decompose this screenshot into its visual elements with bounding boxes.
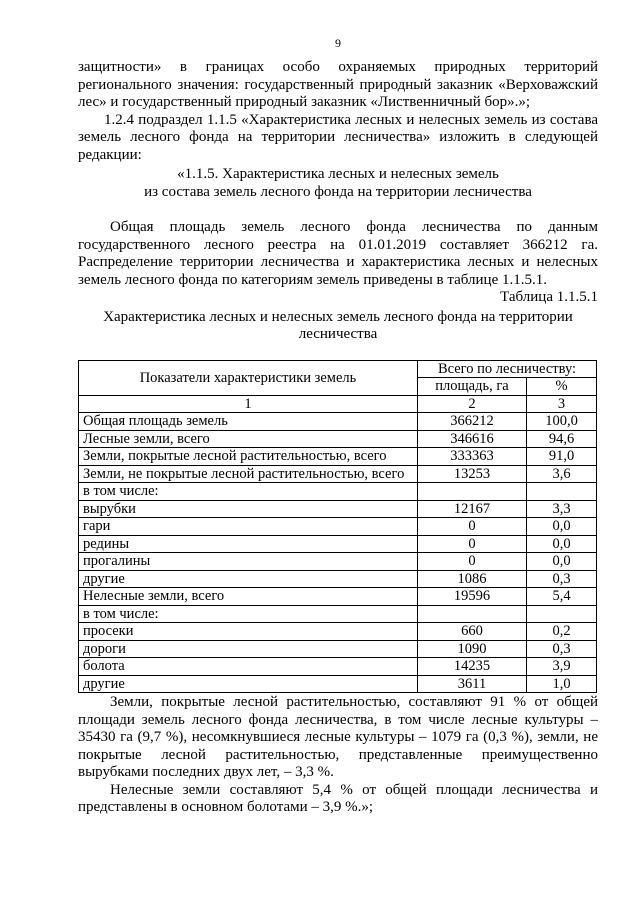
paragraph-subsection-change: 1.2.4 подраздел 1.1.5 «Характеристика лесных и нелесных земель из состава земель лесного фонда на территории лесничества» изложить в следующей редакции:: [78, 111, 598, 163]
table-row: [79, 535, 597, 553]
row-label: просеки: [79, 623, 418, 641]
header-area: площадь, га: [418, 378, 527, 396]
header-indicator: Показатели характеристики земель: [79, 360, 418, 395]
document-page: [78, 36, 598, 817]
land-characteristics-table: [78, 360, 597, 694]
row-area: 660: [418, 623, 527, 641]
table-body: [79, 413, 597, 693]
row-area: 12167: [418, 500, 527, 518]
paragraph-nonforest: Нелесные земли составляют 5,4 % от общей площади лесничества и представлены в основном болотами – 3,9 %.»;: [78, 781, 598, 815]
row-percent: 91,0: [527, 448, 597, 466]
row-label: болота: [79, 658, 418, 676]
paragraph-forest-covered: Земли, покрытые лесной растительностью, составляют 91 % от общей площади земель лесного фонда лесничества, в том числе лесные культуры – 35430 га (9,7 %), несомкнувшиеся лесные культуры – 1079 га (0,3 %), земли, не покрытые лесной растительностью, представленные преимущественно вырубками последних двух лет, – 3,3 %.: [78, 694, 598, 780]
row-percent: 3,6: [527, 465, 597, 483]
table-row: [79, 640, 597, 658]
row-area: [418, 483, 527, 501]
header-total: Всего по лесничеству:: [418, 360, 597, 378]
table-row: [79, 605, 597, 623]
row-percent: [527, 605, 597, 623]
row-label: гари: [79, 518, 418, 536]
row-label: редины: [79, 535, 418, 553]
spacer: [78, 201, 598, 219]
row-area: 19596: [418, 588, 527, 606]
page-number: 9: [335, 36, 341, 50]
row-percent: 0,0: [527, 553, 597, 571]
row-label: Лесные земли, всего: [79, 430, 418, 448]
row-area: 1086: [418, 570, 527, 588]
table-row: [79, 465, 597, 483]
row-label: дороги: [79, 640, 418, 658]
row-percent: 3,9: [527, 658, 597, 676]
row-percent: 3,3: [527, 500, 597, 518]
row-area: 13253: [418, 465, 527, 483]
table-row: [79, 623, 597, 641]
row-label: вырубки: [79, 500, 418, 518]
table-row: [79, 413, 597, 431]
row-percent: 100,0: [527, 413, 597, 431]
row-area: 333363: [418, 448, 527, 466]
table-title: Характеристика лесных и нелесных земель лесного фонда на территории лесничества: [103, 308, 573, 342]
paragraph-total-area: Общая площадь земель лесного фонда лесничества по данным государственного лесного реестра на 01.01.2019 составляет 366212 га. Распределение территории лесничества и характеристика лесных и нелесных земель лесного фонда по категориям земель приведены в таблице 1.1.5.1.: [78, 219, 598, 288]
row-label: Земли, покрытые лесной растительностью, всего: [79, 448, 418, 466]
row-percent: 94,6: [527, 430, 597, 448]
row-percent: 1,0: [527, 675, 597, 693]
row-percent: 0,2: [527, 623, 597, 641]
row-label: в том числе:: [79, 483, 418, 501]
row-percent: 5,4: [527, 588, 597, 606]
table-row: [79, 553, 597, 571]
table-row: [79, 675, 597, 693]
table-row: [79, 518, 597, 536]
table-number: Таблица 1.1.5.1: [500, 289, 598, 305]
row-area: [418, 605, 527, 623]
row-label: Земли, не покрытые лесной растительностью, всего: [79, 465, 418, 483]
row-percent: [527, 483, 597, 501]
column-number: 1: [79, 395, 418, 413]
table-header-row: [79, 360, 597, 378]
table-row: [79, 658, 597, 676]
row-label: прогалины: [79, 553, 418, 571]
paragraph-protected-areas: защитности» в границах особо охраняемых природных территорий регионального значения: государственный природный заказник «Верховажский лес» и государственный природный заказник «Лиственничный бор».»;: [78, 59, 598, 110]
row-area: 3611: [418, 675, 527, 693]
row-area: 1090: [418, 640, 527, 658]
table-row: [79, 448, 597, 466]
row-label: Общая площадь земель: [79, 413, 418, 431]
section-title-line1: «1.1.5. Характеристика лесных и нелесных земель: [177, 166, 499, 182]
row-area: 366212: [418, 413, 527, 431]
row-area: 0: [418, 518, 527, 536]
row-label: Нелесные земли, всего: [79, 588, 418, 606]
table-row: [79, 588, 597, 606]
section-title-line2: из состава земель лесного фонда на территории лесничества: [144, 183, 532, 200]
column-number: 3: [527, 395, 597, 413]
row-percent: 0,0: [527, 518, 597, 536]
table-column-numbers: [79, 395, 597, 413]
row-area: 0: [418, 535, 527, 553]
row-percent: 0,0: [527, 535, 597, 553]
table-row: [79, 430, 597, 448]
table-row: [79, 570, 597, 588]
table-row: [79, 483, 597, 501]
row-label: другие: [79, 675, 418, 693]
row-label: в том числе:: [79, 605, 418, 623]
row-area: 0: [418, 553, 527, 571]
column-number: 2: [418, 395, 527, 413]
row-area: 346616: [418, 430, 527, 448]
row-area: 14235: [418, 658, 527, 676]
table-row: [79, 500, 597, 518]
row-percent: 0,3: [527, 570, 597, 588]
row-percent: 0,3: [527, 640, 597, 658]
header-percent: %: [527, 378, 597, 396]
row-label: другие: [79, 570, 418, 588]
